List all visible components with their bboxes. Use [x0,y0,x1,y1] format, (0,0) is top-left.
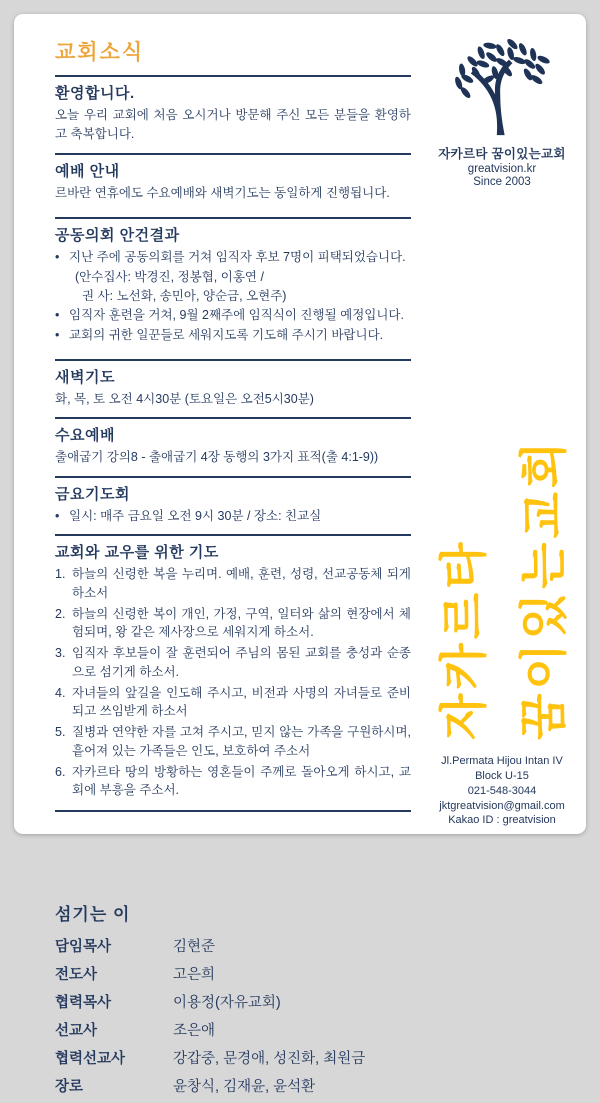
prayer-item [55,605,411,643]
council-item [55,306,411,325]
section-council-title: 공동의회 안건결과 [55,227,180,245]
council-item-subtext: (안수집사: 박경진, 정봉협, 이홍연 / [75,269,264,284]
section-dawn-prayer-title: 새벽기도 [55,369,115,386]
prayer-item-text: 하늘의 신령한 복을 누리며. 예배, 훈련, 성령, 선교공동체 되게 하소서 [72,567,411,600]
divider [55,810,411,812]
serving-names: 김현준 [173,939,216,956]
section-worship-notice-body: 르바란 연휴에도 수요예배와 새벽기도는 동일하게 진행됩니다. [55,185,390,200]
prayer-item-text: 질병과 연약한 자를 고쳐 주시고, 믿지 않는 가족을 구원하시며, 흩어져 있는 가족들은 인도, 보호하여 주소서 [72,725,411,758]
friday-item-text: 일시: 매주 금요일 오전 9시 30분 / 장소: 친교실 [69,508,322,523]
council-item [55,326,411,345]
prayer-item-number: 1. [55,567,66,582]
section-council [55,219,411,359]
serving-names: 강갑중, 문경애, 성진화, 최원금 [173,1051,366,1068]
prayer-item [55,763,411,801]
prayer-item-number: 6. [55,764,66,779]
section-friday [55,478,411,534]
contact-block [413,754,591,828]
section-welcome [55,77,411,153]
contact-address-line: Jl.Permata Hijou Intan IV [441,755,563,767]
prayer-item [55,684,411,722]
prayer-item-text: 임직자 후보들이 잘 훈련되어 주님의 몸된 교회를 충성과 순종으로 섬기게 하소서. [72,646,411,679]
serving-row [55,991,411,1012]
serving-role: 장로 [55,1079,84,1096]
serving-row [55,1019,411,1040]
church-identity [413,38,591,188]
church-website: greatvision.kr [467,163,537,175]
bullet-icon: • [55,250,60,265]
prayer-item-number: 5. [55,725,66,740]
council-item-text: 지난 주에 공동의회를 거쳐 임직자 후보 7명이 피택되었습니다. [69,250,406,265]
prayer-item-text: 자녀들의 앞길을 인도해 주시고, 비전과 사명의 자녀들로 준비되고 쓰임받게 하소서 [72,685,411,719]
friday-item [55,507,411,526]
church-name: 자카르타 꿈이있는교회 [438,147,566,161]
banner-line-2: 꿈이있는교회 [518,437,571,740]
page-title: 교회소식 [55,41,145,64]
prayer-item-number: 2. [55,606,66,621]
section-prayer-title: 교회와 교우를 위한 기도 [55,544,219,562]
council-item-subtext: 권 사: 노선화, 송민아, 양순금, 오현주) [82,288,287,303]
prayer-item-number: 4. [55,685,66,700]
serving-role: 담임목사 [55,939,112,956]
contact-email: jktgreatvision@gmail.com [439,799,565,812]
serving-names: 조은애 [173,1023,216,1040]
serving-row [55,963,411,984]
bulletin-page [14,14,586,1096]
prayer-item [55,565,411,603]
tree-logo-icon [450,38,554,142]
council-item-text: 교회의 귀한 일꾼들로 세워지도록 기도해 주시기 바랍니다. [69,327,384,342]
serving-row [55,1047,411,1068]
section-dawn-prayer [55,361,411,417]
council-item [55,248,411,306]
contact-phone: 021-548-3044 [467,784,537,797]
vertical-church-banner [425,425,585,740]
bullet-icon: • [55,308,60,323]
section-wednesday-body: 출애굽기 강의8 - 출애굽기 4장 동행의 3가지 표적(출 4:1-9)) [55,450,379,465]
bullet-icon: • [55,508,60,523]
prayer-item [55,644,411,682]
section-dawn-prayer-body: 화, 목, 토 오전 4시30분 (토요일은 오전5시30분) [55,392,314,406]
prayer-item-number: 3. [55,646,66,661]
contact-address-line: Block U-15 [475,769,529,782]
prayer-item-text: 하늘의 신령한 복이 개인, 가정, 구역, 일터와 삶의 현장에서 체험되며, 왕 같은 제사장으로 세워지게 하소서. [72,606,411,640]
council-item-text: 임직자 훈련을 거쳐, 9월 2째주에 임직식이 진행될 예정입니다. [69,308,404,323]
serving-row [55,935,411,956]
prayer-item-text: 자카르타 땅의 방황하는 영혼들이 주께로 돌아오게 하시고, 교회에 부흥을 주소서. [72,764,411,798]
prayer-item [55,723,411,761]
section-worship-notice-title: 예배 안내 [55,162,120,180]
contact-kakao-id: Kakao ID : greatvision [448,814,556,827]
section-friday-title: 금요기도회 [55,485,130,503]
serving-role: 전도사 [55,967,98,984]
serving-names: 윤창식, 김재윤, 윤석환 [173,1079,316,1096]
serving-role: 협력선교사 [55,1051,126,1068]
serving-role: 협력목사 [55,995,112,1012]
banner-line-1: 자카르타 [438,538,491,740]
section-wednesday-title: 수요예배 [55,427,115,445]
serving-names: 이용정(자유교회) [173,995,281,1012]
section-wednesday [55,419,411,475]
serving-role: 선교사 [55,1023,98,1040]
church-since: Since 2003 [473,176,531,188]
section-prayer-list [55,536,411,810]
section-welcome-title: 환영합니다. [55,85,135,102]
serving-block [55,900,411,1096]
news-column [55,36,411,1103]
bullet-icon: • [55,327,60,342]
serving-names: 고은희 [173,967,216,984]
section-worship-notice [55,155,411,217]
section-welcome-body: 오늘 우리 교회에 처음 오시거나 방문해 주신 모든 분들을 환영하고 축복합니다. [55,108,411,142]
serving-row [55,1075,411,1096]
serving-title: 섬기는 이 [55,905,131,925]
